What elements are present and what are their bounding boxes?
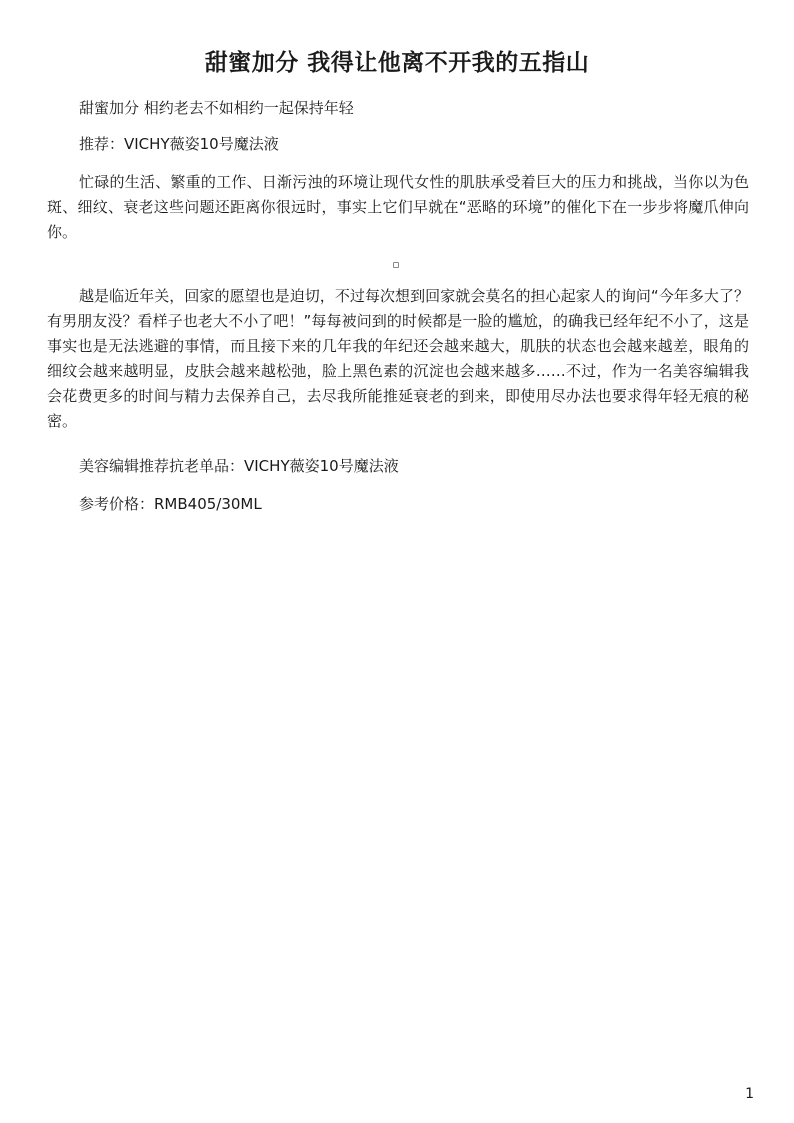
page-title: 甜蜜加分 我得让他离不开我的五指山	[204, 50, 590, 76]
editor-pick-paragraph: 美容编辑推荐抗老单品：VICHY薇姿10号魔法液	[79, 457, 399, 475]
image-placeholder-icon	[393, 262, 399, 268]
page-number: 1	[745, 1086, 754, 1102]
intro-paragraph: 忙碌的生活、繁重的工作、日渐污浊的环境让现代女性的肌肤承受着巨大的压力和挑战，当你以为色斑、细纹、衰老这些问题还距离你很远时，事实上它们早就在“恶略的环境”的催化下在一步步将魔爪伸向你。	[47, 173, 749, 241]
recommendation-paragraph: 推荐：VICHY薇姿10号魔法液	[79, 135, 279, 153]
subtitle-paragraph: 甜蜜加分 相约老去不如相约一起保持年轻	[79, 99, 354, 117]
price-paragraph: 参考价格：RMB405/30ML	[79, 495, 262, 513]
body-paragraph: 越是临近年关，回家的愿望也是迫切，不过每次想到回家就会莫名的担心起家人的询问“今年多大了？有男朋友没？看样子也老大不小了吧！”每每被问到的时候都是一脸的尴尬，的确我已经年纪不小了，这是事实也是无法逃避的事情，而且接下来的几年我的年纪还会越来越大，肌肤的状态也会越来越差，眼角的细纹会越来越明显，皮肤会越来越松弛，脸上黑色素的沉淀也会越来越多……不过，作为一名美容编辑我会花费更多的时间与精力去保养自己，去尽我所能推延衰老的到来，即使用尽办法也要求得年轻无痕的秘密。	[47, 287, 749, 430]
